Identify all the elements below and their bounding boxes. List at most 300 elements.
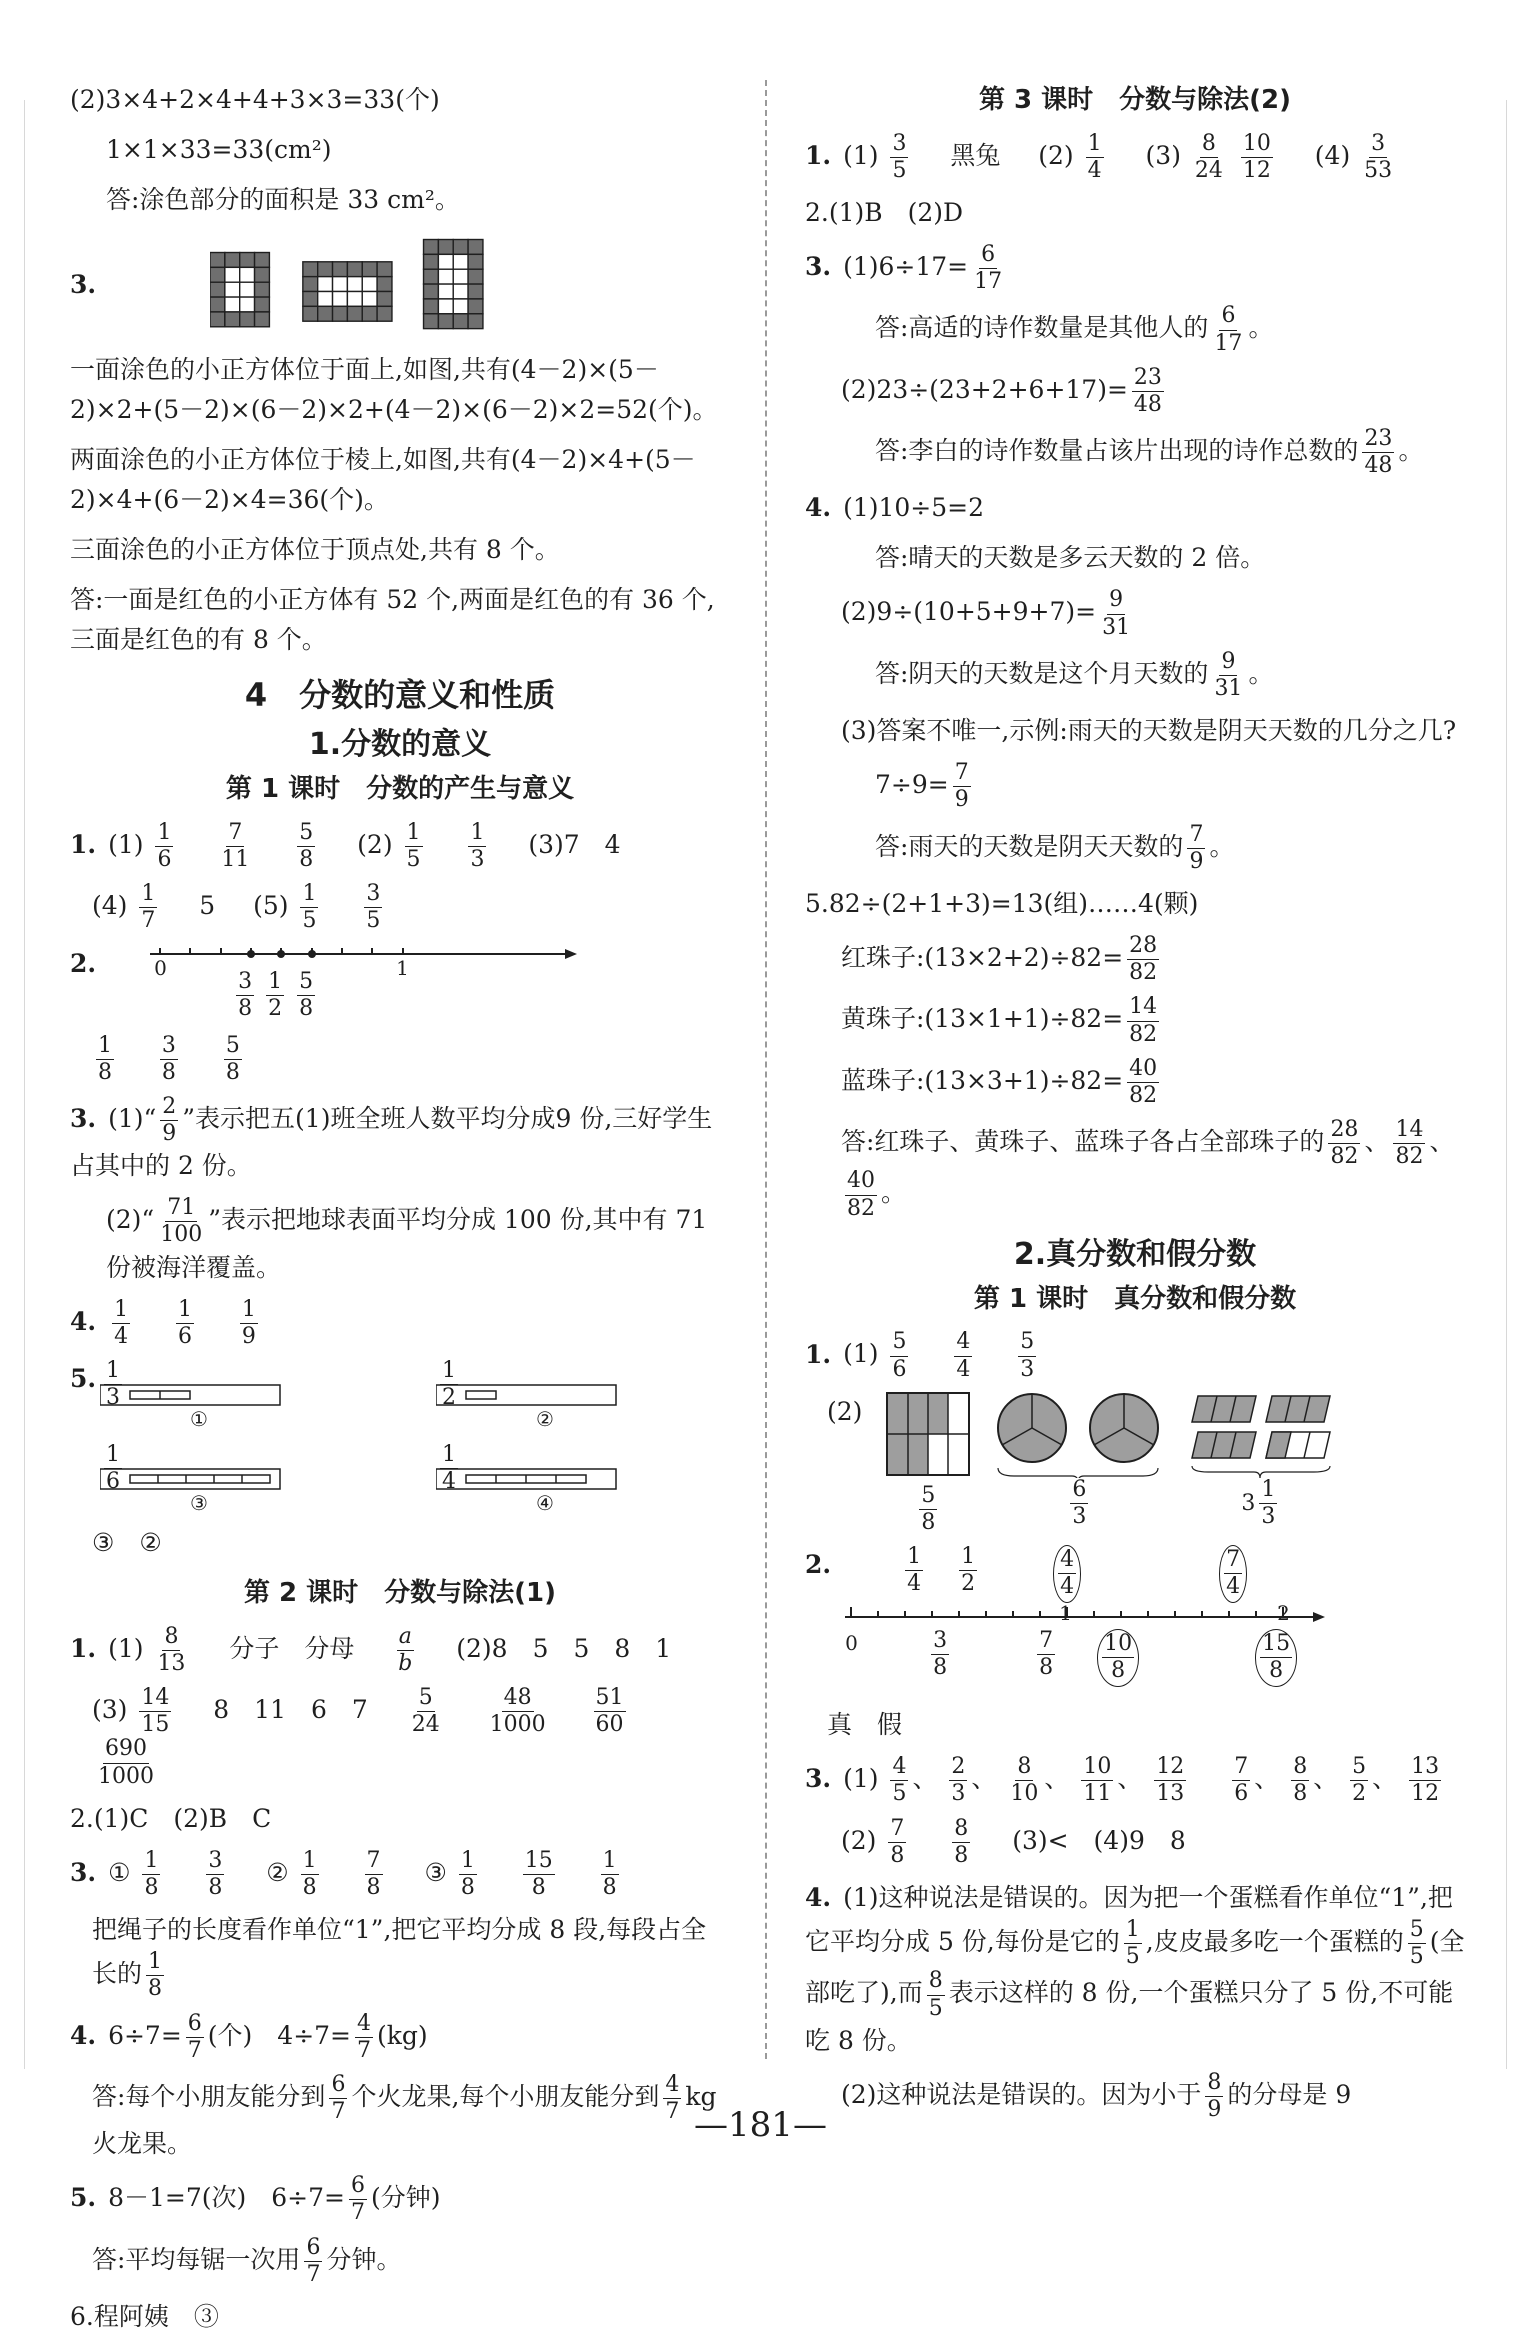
grid-cell bbox=[438, 299, 453, 314]
grid-cell bbox=[210, 282, 225, 297]
fraction bbox=[1408, 1918, 1426, 1969]
fraction bbox=[927, 1969, 945, 2020]
grid-cell bbox=[333, 306, 348, 321]
answer-b1-cont bbox=[92, 1686, 730, 1789]
grid-cell bbox=[318, 291, 333, 306]
grid-cell bbox=[438, 314, 453, 329]
bar-figure bbox=[100, 1442, 390, 1516]
numerator: 51 bbox=[594, 1686, 626, 1712]
fraction bbox=[1100, 588, 1132, 639]
lesson-title: 第 2 课时 分数与除法(1) bbox=[243, 1578, 557, 1609]
fraction bbox=[186, 2012, 204, 2063]
answer-d4 bbox=[805, 1878, 1465, 2061]
denominator: 82 bbox=[1129, 960, 1158, 986]
grid-cell bbox=[303, 262, 318, 277]
answer-paragraph: 一面涂色的小正方体位于面上,如图,共有(4－2)×(5－2)×2+(5－2)×(6－2)×2+(4－2)×(6－2)×2=52(个)。 bbox=[70, 355, 718, 424]
text: 8－1=7(次) 6÷7= bbox=[108, 2183, 345, 2213]
part-label: (1) bbox=[843, 1764, 879, 1794]
denominator: 4 bbox=[1060, 1574, 1075, 1600]
answer-c4-part-3: (3)答案不唯一,示例:雨天的天数是阴天天数的几分之几? bbox=[841, 716, 1457, 746]
question-number: 2. bbox=[70, 948, 97, 978]
numerator: 6 bbox=[1070, 1478, 1088, 1504]
fraction bbox=[160, 1095, 178, 1146]
fraction bbox=[890, 1330, 908, 1381]
fraction bbox=[1232, 1755, 1250, 1806]
text: (2)23÷(23+2+6+17)= bbox=[841, 374, 1128, 404]
text: 答:每个小朋友能分到 bbox=[92, 2082, 326, 2112]
numerator: 15 bbox=[523, 1849, 555, 1875]
denominator: 5 bbox=[892, 157, 907, 183]
part-label: (5) bbox=[253, 891, 289, 921]
denominator: 48 bbox=[1364, 453, 1393, 479]
numerator: 10 bbox=[1241, 132, 1273, 158]
denominator: 8 bbox=[161, 1059, 176, 1085]
answer-4 bbox=[70, 1298, 730, 1349]
text: 分钟。 bbox=[326, 2244, 402, 2274]
fraction bbox=[890, 132, 908, 183]
numerator: 5 bbox=[297, 970, 315, 996]
fraction bbox=[959, 1545, 977, 1596]
numerator: a bbox=[397, 1625, 414, 1651]
grid-cell bbox=[255, 253, 270, 268]
grid-cell bbox=[255, 297, 270, 312]
grid-cell bbox=[240, 253, 255, 268]
grid-cell bbox=[424, 284, 439, 299]
answer-2-cont bbox=[92, 1034, 730, 1085]
denominator: 8 bbox=[302, 1874, 317, 1900]
question-number: 3. bbox=[805, 1764, 832, 1794]
answer-b3-explain bbox=[92, 1910, 730, 2001]
fraction bbox=[488, 1686, 548, 1737]
part-label: (2) bbox=[841, 1825, 877, 1855]
fraction bbox=[1127, 1057, 1159, 1108]
fraction bbox=[1328, 1118, 1360, 1169]
grid-cell bbox=[318, 262, 333, 277]
text: (1)6÷17= bbox=[843, 252, 969, 282]
denominator: 8 bbox=[460, 1874, 475, 1900]
numerator: 6 bbox=[304, 2236, 322, 2262]
numerator: 12 bbox=[1154, 1755, 1186, 1781]
part-answer: 分子 分母 bbox=[229, 1633, 355, 1663]
grid-cell bbox=[377, 262, 392, 277]
fraction bbox=[1362, 427, 1394, 478]
numerator: 1 bbox=[142, 1849, 160, 1875]
grid-cell bbox=[424, 240, 439, 255]
answer-d1 bbox=[805, 1330, 1465, 1381]
grid-cell bbox=[438, 269, 453, 284]
denominator: 4 bbox=[1226, 1574, 1241, 1600]
circled-fraction bbox=[1053, 1545, 1081, 1602]
denominator: 48 bbox=[1133, 391, 1162, 417]
circled-fraction bbox=[1219, 1545, 1247, 1602]
question-number: 4. bbox=[805, 493, 832, 523]
denominator: 24 bbox=[1194, 157, 1223, 183]
denominator: 15 bbox=[141, 1712, 170, 1738]
denominator: 4 bbox=[114, 1323, 129, 1349]
numerator: 1 bbox=[104, 1443, 122, 1469]
grid-cell bbox=[210, 312, 225, 327]
denominator: 31 bbox=[1214, 676, 1243, 702]
grid-cell bbox=[377, 306, 392, 321]
denominator: 2 bbox=[442, 1385, 456, 1411]
numerator: 5 bbox=[417, 1686, 435, 1712]
grid-cell bbox=[303, 291, 318, 306]
bar-figure bbox=[436, 1358, 726, 1432]
numerator: 6 bbox=[349, 2174, 367, 2200]
answer-line: 答:涂色部分的面积是 33 cm²。 bbox=[106, 185, 460, 214]
page-edge-right bbox=[1506, 100, 1507, 2069]
denominator: 5 bbox=[406, 846, 421, 872]
grid-cell bbox=[453, 240, 468, 255]
fraction bbox=[594, 1686, 626, 1737]
square-grid-figure bbox=[886, 1392, 970, 1535]
question-number: 4. bbox=[70, 2020, 97, 2050]
part-label: (3) bbox=[1145, 140, 1181, 170]
number-line-1 bbox=[140, 944, 580, 1024]
denominator: 8 bbox=[299, 846, 314, 872]
denominator: 7 bbox=[187, 2037, 202, 2063]
text: (1)10÷5=2 bbox=[843, 493, 984, 523]
fraction bbox=[155, 821, 173, 872]
numerator: 8 bbox=[162, 1625, 180, 1651]
denominator: 2 bbox=[961, 1571, 976, 1597]
grid-cell bbox=[362, 277, 377, 292]
numerator: 1 bbox=[1086, 132, 1104, 158]
grid-cell bbox=[348, 291, 363, 306]
grid-cell bbox=[468, 240, 483, 255]
part-label: (2) bbox=[1038, 140, 1074, 170]
answer-b2: 2.(1)C (2)B C bbox=[70, 1803, 272, 1833]
numerator: 1 bbox=[459, 1849, 477, 1875]
answer-d3: 3. (1) $\frac{4}{5}$ 、 $\frac{2}{3}$ 、 $\frac{8}{10}$ 、 $\frac{10}{11}$ 、 $\frac{12}{13}$ $\frac{7}{6}$ 、 $\frac{8}{8}$ 、 $\frac{5}{2}$ 、 $\frac{13}{12}$ bbox=[805, 1754, 1440, 1807]
text: 7÷9= bbox=[875, 770, 949, 800]
denominator: 5 bbox=[302, 908, 317, 934]
numerator: 6 bbox=[1219, 304, 1237, 330]
question-3 bbox=[70, 230, 730, 340]
answer-b4 bbox=[70, 2012, 730, 2063]
numerator: 1 bbox=[300, 882, 318, 908]
grid-cell bbox=[453, 269, 468, 284]
part-answer: 8 11 6 7 bbox=[213, 1695, 368, 1725]
text: (全部吃了),而 bbox=[805, 1927, 1465, 2008]
denominator: 1000 bbox=[489, 1712, 546, 1738]
part-label: (3) bbox=[92, 1695, 128, 1725]
fraction bbox=[266, 970, 284, 1021]
answer-b5 bbox=[70, 2174, 730, 2225]
denominator: 2 bbox=[1352, 1781, 1367, 1807]
numerator: 1 bbox=[146, 1950, 164, 1976]
fraction bbox=[845, 1169, 877, 1220]
denominator: 60 bbox=[595, 1712, 624, 1738]
part-label: (4) bbox=[1314, 140, 1351, 170]
denominator: 3 bbox=[106, 1385, 120, 1411]
grid-cell bbox=[468, 254, 483, 269]
question-number: 1. bbox=[805, 140, 832, 170]
denominator: 9 bbox=[241, 1323, 256, 1349]
fraction bbox=[1127, 995, 1159, 1046]
denominator: 7 bbox=[665, 2099, 680, 2125]
text: 表示这样的 8 份,一个蛋糕只分了 5 份,不可能吃 8 份。 bbox=[805, 1978, 1454, 2055]
tick-label: 1 bbox=[1059, 1601, 1072, 1626]
numerator: 5 bbox=[1350, 1755, 1368, 1781]
fraction bbox=[890, 1755, 908, 1806]
grid-cell bbox=[348, 262, 363, 277]
fraction bbox=[364, 882, 382, 933]
denominator: 17 bbox=[1214, 330, 1243, 356]
fraction bbox=[1086, 132, 1104, 183]
parallelogram-figure bbox=[1188, 1392, 1334, 1529]
denominator: 82 bbox=[1395, 1144, 1424, 1170]
denominator: 9 bbox=[162, 1121, 177, 1147]
denominator: 8 bbox=[1039, 1655, 1054, 1681]
grid-cell bbox=[240, 282, 255, 297]
grid-cell bbox=[362, 262, 377, 277]
answer-line: 1×1×33=33(cm²) bbox=[106, 135, 332, 164]
grid-cell bbox=[303, 306, 318, 321]
fraction bbox=[1187, 823, 1205, 874]
question-number: 1. bbox=[70, 1633, 97, 1663]
denominator: 6 bbox=[106, 1469, 120, 1495]
grid-cell bbox=[348, 306, 363, 321]
page-number: —181— bbox=[694, 2105, 827, 2145]
denominator: 9 bbox=[1207, 2096, 1222, 2122]
numerator: 7 bbox=[1187, 823, 1205, 849]
denominator: 82 bbox=[1129, 1021, 1158, 1047]
answer-c5-result: 答:红珠子、黄珠子、蓝珠子各占全部珠子的 $\frac{28}{82}$ 、 $\frac{14}{82}$ 、 $\frac{40}{82}$ 。 bbox=[841, 1117, 1455, 1221]
fraction bbox=[160, 1034, 178, 1085]
question-number: 4. bbox=[70, 1306, 97, 1336]
fraction bbox=[919, 1484, 937, 1535]
numerator: 14 bbox=[1393, 1118, 1425, 1144]
fraction bbox=[224, 1034, 242, 1085]
grid-cell bbox=[438, 240, 453, 255]
numerator: 1 bbox=[240, 1298, 258, 1324]
text: 的分母是 9 bbox=[1227, 2079, 1352, 2109]
numerator: 48 bbox=[502, 1686, 534, 1712]
question-number: 3. bbox=[70, 1104, 97, 1134]
grid-cell bbox=[453, 254, 468, 269]
denominator: 5 bbox=[1409, 1944, 1424, 1970]
fraction bbox=[155, 1625, 187, 1676]
question-number: 3. bbox=[70, 270, 97, 299]
answer-paragraph: 两面涂色的小正方体位于棱上,如图,共有(4－2)×4+(5－2)×4+(6－2)×4=36(个)。 bbox=[70, 445, 696, 514]
number-line-2 bbox=[825, 1545, 1325, 1695]
bar-diagram bbox=[436, 1467, 726, 1513]
numerator: 1 bbox=[176, 1298, 194, 1324]
answer-d2 bbox=[805, 1545, 1465, 1695]
bar-label: ① bbox=[190, 1407, 208, 1432]
grid-cell bbox=[468, 269, 483, 284]
fraction bbox=[1154, 1755, 1186, 1806]
text: 黄珠子:(13×1+1)÷82= bbox=[841, 1004, 1124, 1034]
fraction bbox=[1070, 1478, 1088, 1529]
answer-c5-red bbox=[841, 934, 1465, 985]
grid-cell bbox=[225, 312, 240, 327]
grid-cell bbox=[362, 291, 377, 306]
denominator: 5 bbox=[366, 908, 381, 934]
question-number: 4. bbox=[805, 1882, 832, 1912]
numerator: 8 bbox=[927, 1969, 945, 1995]
numerator: 10 bbox=[1102, 1632, 1134, 1658]
denominator: 8 bbox=[148, 1976, 163, 2002]
text: 个火龙果,每个小朋友能分到 bbox=[351, 2082, 660, 2112]
fraction bbox=[297, 970, 315, 1021]
denominator: 7 bbox=[306, 2261, 321, 2287]
denominator: 4 bbox=[956, 1356, 971, 1382]
text: (个) 4÷7= bbox=[207, 2020, 351, 2050]
grid-figure-front bbox=[210, 253, 269, 327]
numerator: 28 bbox=[1328, 1118, 1360, 1144]
fraction bbox=[459, 1849, 477, 1900]
question-number: 5. bbox=[70, 2183, 97, 2213]
bar-label: ④ bbox=[536, 1491, 554, 1516]
denominator: 12 bbox=[1411, 1781, 1440, 1807]
part-label: ① bbox=[108, 1857, 131, 1887]
numerator: 8 bbox=[1015, 1755, 1033, 1781]
numerator: 4 bbox=[355, 2012, 373, 2038]
answer-d1-part-2 bbox=[827, 1392, 1465, 1535]
numerator: 5 bbox=[297, 821, 315, 847]
numerator: 8 bbox=[1205, 2071, 1223, 2097]
grid-cell bbox=[318, 306, 333, 321]
answer-c4-calc-3 bbox=[875, 761, 1465, 812]
question-number: 2. bbox=[805, 1550, 832, 1580]
part-answer: (2)8 5 5 8 1 bbox=[456, 1633, 672, 1663]
grid-cell bbox=[438, 254, 453, 269]
grid-cell bbox=[210, 253, 225, 268]
denominator: 4 bbox=[442, 1469, 456, 1495]
numerator: 1 bbox=[266, 970, 284, 996]
denominator: 5 bbox=[928, 1995, 943, 2021]
fraction bbox=[236, 970, 254, 1021]
numerator: 7 bbox=[1037, 1629, 1055, 1655]
numerator: 3 bbox=[890, 132, 908, 158]
grid-cell bbox=[453, 299, 468, 314]
circle-pies bbox=[994, 1392, 1164, 1478]
text: 把绳子的长度看作单位“1”,把它平均分成 8 段,每段占全长的 bbox=[92, 1915, 707, 1989]
grid-cell bbox=[303, 277, 318, 292]
answer-paragraph: 答:一面是红色的小正方体有 52 个,两面是红色的有 36 个,三面是红色的有 8 个。 bbox=[70, 585, 715, 654]
grid-cell bbox=[210, 267, 225, 282]
column-divider bbox=[765, 80, 767, 2059]
grid-figure-top bbox=[303, 262, 392, 321]
whole-part: 3 bbox=[1241, 1490, 1256, 1516]
text: 答:李白的诗作数量占该片出现的诗作总数的 bbox=[875, 436, 1359, 466]
fraction bbox=[1008, 1755, 1040, 1806]
grid-cell bbox=[240, 267, 255, 282]
denominator: 6 bbox=[177, 1323, 192, 1349]
denominator: 6 bbox=[157, 846, 172, 872]
fraction bbox=[1362, 132, 1394, 183]
question-number: 1. bbox=[70, 829, 97, 859]
text: (kg) bbox=[377, 2020, 428, 2050]
fraction bbox=[176, 1298, 194, 1349]
denominator: 4 bbox=[907, 1571, 922, 1597]
numerator: 4 bbox=[1058, 1548, 1076, 1574]
denominator: 82 bbox=[1129, 1082, 1158, 1108]
bar-figure bbox=[100, 1358, 390, 1432]
fraction bbox=[396, 1625, 414, 1676]
denominator: 6 bbox=[1234, 1781, 1249, 1807]
denominator: 3 bbox=[470, 846, 485, 872]
grid-cell bbox=[438, 284, 453, 299]
grid-cell bbox=[453, 284, 468, 299]
grid-cell bbox=[255, 267, 270, 282]
grid-figure-side bbox=[424, 240, 483, 329]
grid-cell bbox=[333, 277, 348, 292]
text: (2)这种说法是错误的。因为小于 bbox=[841, 2079, 1202, 2109]
fraction bbox=[905, 1545, 923, 1596]
fraction bbox=[405, 821, 423, 872]
numerator: 1 bbox=[139, 882, 157, 908]
text: 6÷7= bbox=[108, 2020, 182, 2050]
fraction bbox=[304, 2236, 322, 2287]
denominator: 8 bbox=[954, 1842, 969, 1868]
part-label: (2) bbox=[357, 829, 393, 859]
denominator: 12 bbox=[1242, 157, 1271, 183]
denominator: 8 bbox=[238, 995, 253, 1021]
text: kg 火龙果。 bbox=[92, 2082, 717, 2159]
fraction bbox=[206, 1849, 224, 1900]
grid-cell bbox=[240, 312, 255, 327]
grid-cell bbox=[240, 297, 255, 312]
denominator: 5 bbox=[1125, 1944, 1140, 1970]
numerator: 23 bbox=[1362, 427, 1394, 453]
circled-fraction bbox=[1255, 1629, 1297, 1686]
fraction bbox=[96, 1737, 156, 1788]
fraction bbox=[972, 243, 1004, 294]
numerator: 4 bbox=[890, 1755, 908, 1781]
denominator: 11 bbox=[1083, 1781, 1112, 1807]
numerator: 3 bbox=[236, 970, 254, 996]
grid-cell bbox=[377, 291, 392, 306]
question-number: 3. bbox=[70, 1857, 97, 1887]
answer-d3-cont bbox=[841, 1817, 1465, 1868]
bar-diagram bbox=[100, 1467, 390, 1513]
part-answer: 5 bbox=[199, 891, 216, 921]
denominator: 9 bbox=[1189, 848, 1204, 874]
fraction bbox=[142, 1849, 160, 1900]
grid-cell bbox=[362, 306, 377, 321]
numerator: 1 bbox=[905, 1545, 923, 1571]
fraction bbox=[139, 1686, 171, 1737]
grid-cell bbox=[225, 297, 240, 312]
bar-figures bbox=[100, 1358, 730, 1516]
denominator: 3 bbox=[1020, 1356, 1035, 1382]
numerator: 5 bbox=[1408, 1918, 1426, 1944]
denominator: 8 bbox=[1111, 1658, 1126, 1684]
numerator: 3 bbox=[206, 1849, 224, 1875]
numerator: 2 bbox=[160, 1095, 178, 1121]
numerator: 3 bbox=[931, 1629, 949, 1655]
numerator: 8 bbox=[1291, 1755, 1309, 1781]
denominator: 2 bbox=[268, 995, 283, 1021]
answer-d2-result: 真 假 bbox=[827, 1710, 903, 1740]
numerator: 23 bbox=[1132, 366, 1164, 392]
fraction bbox=[1409, 1755, 1441, 1806]
fraction bbox=[523, 1849, 555, 1900]
answer-c5-yellow bbox=[841, 995, 1465, 1046]
numerator: 4 bbox=[954, 1330, 972, 1356]
left-column bbox=[70, 80, 730, 2331]
numerator: 7 bbox=[953, 761, 971, 787]
fraction bbox=[1259, 1478, 1277, 1529]
circled-fraction bbox=[1097, 1629, 1139, 1686]
fraction bbox=[96, 1034, 114, 1085]
answer-3-part-2 bbox=[106, 1196, 730, 1287]
answer-c4-result-2: 答:阴天的天数是这个月天数的 $\frac{9}{31}$ 。 bbox=[875, 648, 1274, 702]
parallelogram-grid bbox=[1188, 1392, 1334, 1478]
